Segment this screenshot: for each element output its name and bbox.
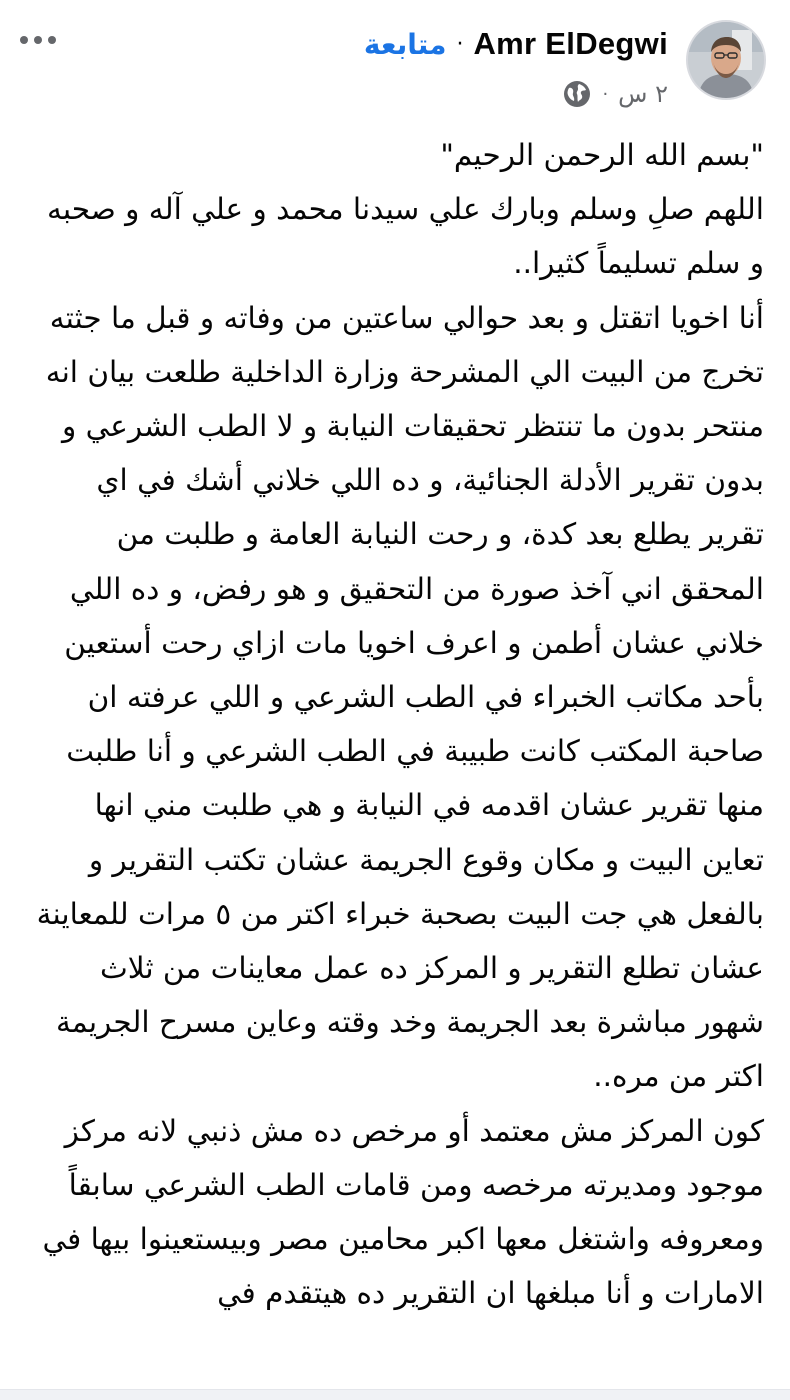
post-paragraph: "بسم الله الرحمن الرحيم" bbox=[440, 138, 764, 172]
author-avatar[interactable] bbox=[686, 20, 766, 100]
more-dot bbox=[20, 36, 28, 44]
bottom-divider bbox=[0, 1389, 790, 1400]
author-row bbox=[364, 22, 668, 66]
more-options-button[interactable] bbox=[14, 22, 62, 58]
post-paragraph: أنا اخويا اتقتل و بعد حوالي ساعتين من وفاته و قبل ما جثته تخرج من البيت الي المشرحة وزارة الداخلية طلعت بيان انه منتحر بدون ما تنتظر تحقيقات النيابة و لا الطب الشرعي و بدون تقرير الأدلة الجنائية، و ده اللي خلاني أشك في اي تقرير يطلع بعد كدة، و رحت النيابة العامة و طلبت من المحقق اني آخذ صورة من التحقيق و هو رفض، و ده اللي خلاني عشان أطمن و اعرف اخويا مات ازاي رحت أستعين بأحد مكاتب الخبراء في الطب الشرعي و اللي عرفته ان صاحبة المكتب كانت طبيبة في الطب الشرعي و أنا طلبت منها تقرير عشان اقدمه في النيابة و هي طلبت مني انها تعاين البيت و مكان وقوع الجريمة عشان تكتب التقرير و بالفعل هي جت البيت بصحبة خبراء اكتر من ٥ مرات للمعاينة عشان تطلع التقرير و المركز ده عمل معاينات من ثلاث شهور مباشرة بعد الجريمة وخد وقته وعاين مسرح الجريمة اكتر من مره.. bbox=[36, 300, 764, 1094]
meta-separator: · bbox=[602, 83, 609, 105]
post-meta bbox=[562, 76, 668, 112]
post-text bbox=[28, 128, 764, 1320]
author-name[interactable]: Amr ElDegwi bbox=[473, 26, 668, 61]
post-timestamp[interactable]: ٢ س bbox=[618, 80, 668, 108]
post-paragraph: كون المركز مش معتمد أو مرخص ده مش ذنبي لانه مركز موجود ومديرته مرخصه ومن قامات الطب الشرعي سابقاً ومعروفه واشتغل معها اكبر محامين مصر وبيستعينوا بيها في الامارات و أنا مبلغها ان التقرير ده هيتقدم في bbox=[42, 1113, 764, 1311]
follow-button[interactable]: متابعة bbox=[363, 27, 447, 61]
post-paragraph: اللهم صلِ وسلم وبارك علي سيدنا محمد و علي آله و صحبه و سلم تسليماً كثيرا.. bbox=[47, 192, 764, 281]
name-separator: · bbox=[456, 31, 464, 57]
more-dot bbox=[48, 36, 56, 44]
avatar-photo bbox=[688, 22, 764, 98]
more-dot bbox=[34, 36, 42, 44]
globe-icon[interactable] bbox=[562, 79, 592, 109]
post-header bbox=[0, 0, 790, 120]
